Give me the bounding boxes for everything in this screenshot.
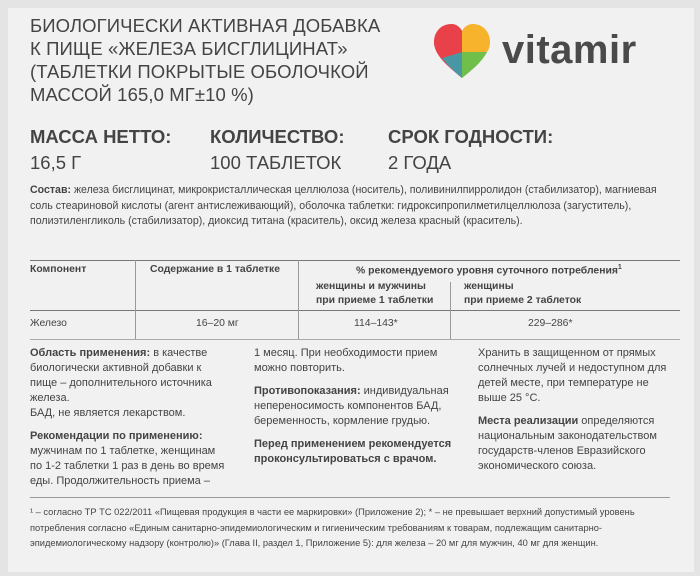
nutrition-table [30, 260, 680, 340]
header-two-tablets: женщины при приеме 2 таблеток [464, 281, 582, 306]
sales-paragraph: Места реализации определяются национальным законодательством государств-членов Евразийского экономического союза. [478, 415, 657, 472]
net-mass-value: 16,5 Г [30, 152, 82, 173]
contraindications-column [254, 346, 454, 475]
shelf-life-label: СРОК ГОДНОСТИ: [388, 126, 554, 147]
contraindications-paragraph: Противопоказания: индивидуальная непереносимость компонентов БАД, беременность, кормление грудью. [254, 385, 449, 427]
net-mass-label: МАССА НЕТТО: [30, 126, 172, 147]
header-component: Компонент [30, 264, 87, 275]
shelf-life-block [388, 124, 553, 176]
shelf-life-value: 2 ГОДА [388, 152, 452, 173]
composition [30, 183, 670, 230]
footnote [30, 505, 670, 552]
table-divider [450, 282, 451, 339]
area-paragraph: Область применения: в качестве биологически активной добавки к пище – дополнительного источника железа. БАД, не является лекарством. [30, 347, 212, 419]
composition-text: железа бисглицинат, микрокристаллическая целлюлоза (носитель), поливинилпирролидон (стабилизатор), магниевая соль стеариновой кислоты (агент антислеживающий), оболочка таблетки: гидроксипропилметилцеллюлоза (загуститель), полиэтиленгликоль (стабилизатор), диоксид титана (краситель), оксид железа красный (краситель). [30, 184, 657, 227]
net-mass-block [30, 124, 171, 176]
row-component: Железо [30, 318, 67, 329]
storage-column [478, 346, 674, 482]
row-one-tablet: 114–143* [354, 318, 398, 329]
brand-name: vitamir [502, 28, 637, 72]
quantity-value: 100 ТАБЛЕТОК [210, 152, 342, 173]
usage-column [30, 346, 226, 497]
continuation-paragraph: 1 месяц. При необходимости прием можно повторить. [254, 347, 438, 374]
row-two-tablets: 229–286* [528, 318, 573, 329]
title-line-4: МАССОЙ 165,0 МГ±10 %) [30, 84, 254, 105]
brand-logo [430, 22, 690, 82]
table-top-rule [30, 260, 680, 261]
title-line-1: БИОЛОГИЧЕСКИ АКТИВНАЯ ДОБАВКА [30, 15, 381, 36]
consult-paragraph: Перед применением рекомендуется проконсультироваться с врачом. [254, 438, 452, 465]
recommendation-paragraph: Рекомендации по применению: мужчинам по 1 таблетке, женщинам по 1-2 таблетки 1 раз в день во время еды. Продолжительность приема – [30, 430, 225, 487]
composition-label: Состав: [30, 184, 71, 196]
quantity-label: КОЛИЧЕСТВО: [210, 126, 345, 147]
row-content: 16–20 мг [196, 318, 239, 329]
table-divider [298, 260, 299, 339]
title-line-3: (ТАБЛЕТКИ ПОКРЫТЫЕ ОБОЛОЧКОЙ [30, 61, 369, 82]
footnote-rule [30, 497, 670, 498]
header-content: Содержание в 1 таблетке [150, 264, 281, 275]
heart-logo-icon [430, 22, 494, 82]
product-title [30, 14, 390, 106]
quantity-block [210, 124, 345, 176]
title-line-2: К ПИЩЕ «ЖЕЛЕЗА БИСГЛИЦИНАТ» [30, 38, 348, 59]
table-header-rule [30, 310, 680, 311]
header-percent: % рекомендуемого уровня суточного потребления$^1$ [356, 264, 622, 277]
storage-paragraph: Хранить в защищенном от прямых солнечных лучей и недоступном для детей месте, при температуре не выше 25 °С. [478, 347, 667, 404]
footnote-text: ¹ – согласно ТР ТС 022/2011 «Пищевая продукция в части ее маркировки» (Приложение 2); * – не превышает верхний допустимый уровень потребления согласно «Единым санитарно-эпидемиологическим и гигиеническим требованиям к товарам, подлежащим санитарно-эпидемиологическому надзору (контролю)» (Глава II, раздел 1, Приложение 5): для железа – 20 мг для мужчин, 40 мг для женщин. [30, 507, 635, 548]
table-divider [135, 260, 136, 339]
header-one-tablet: женщины и мужчины при приеме 1 таблетки [316, 281, 434, 306]
table-bottom-rule [30, 339, 680, 340]
